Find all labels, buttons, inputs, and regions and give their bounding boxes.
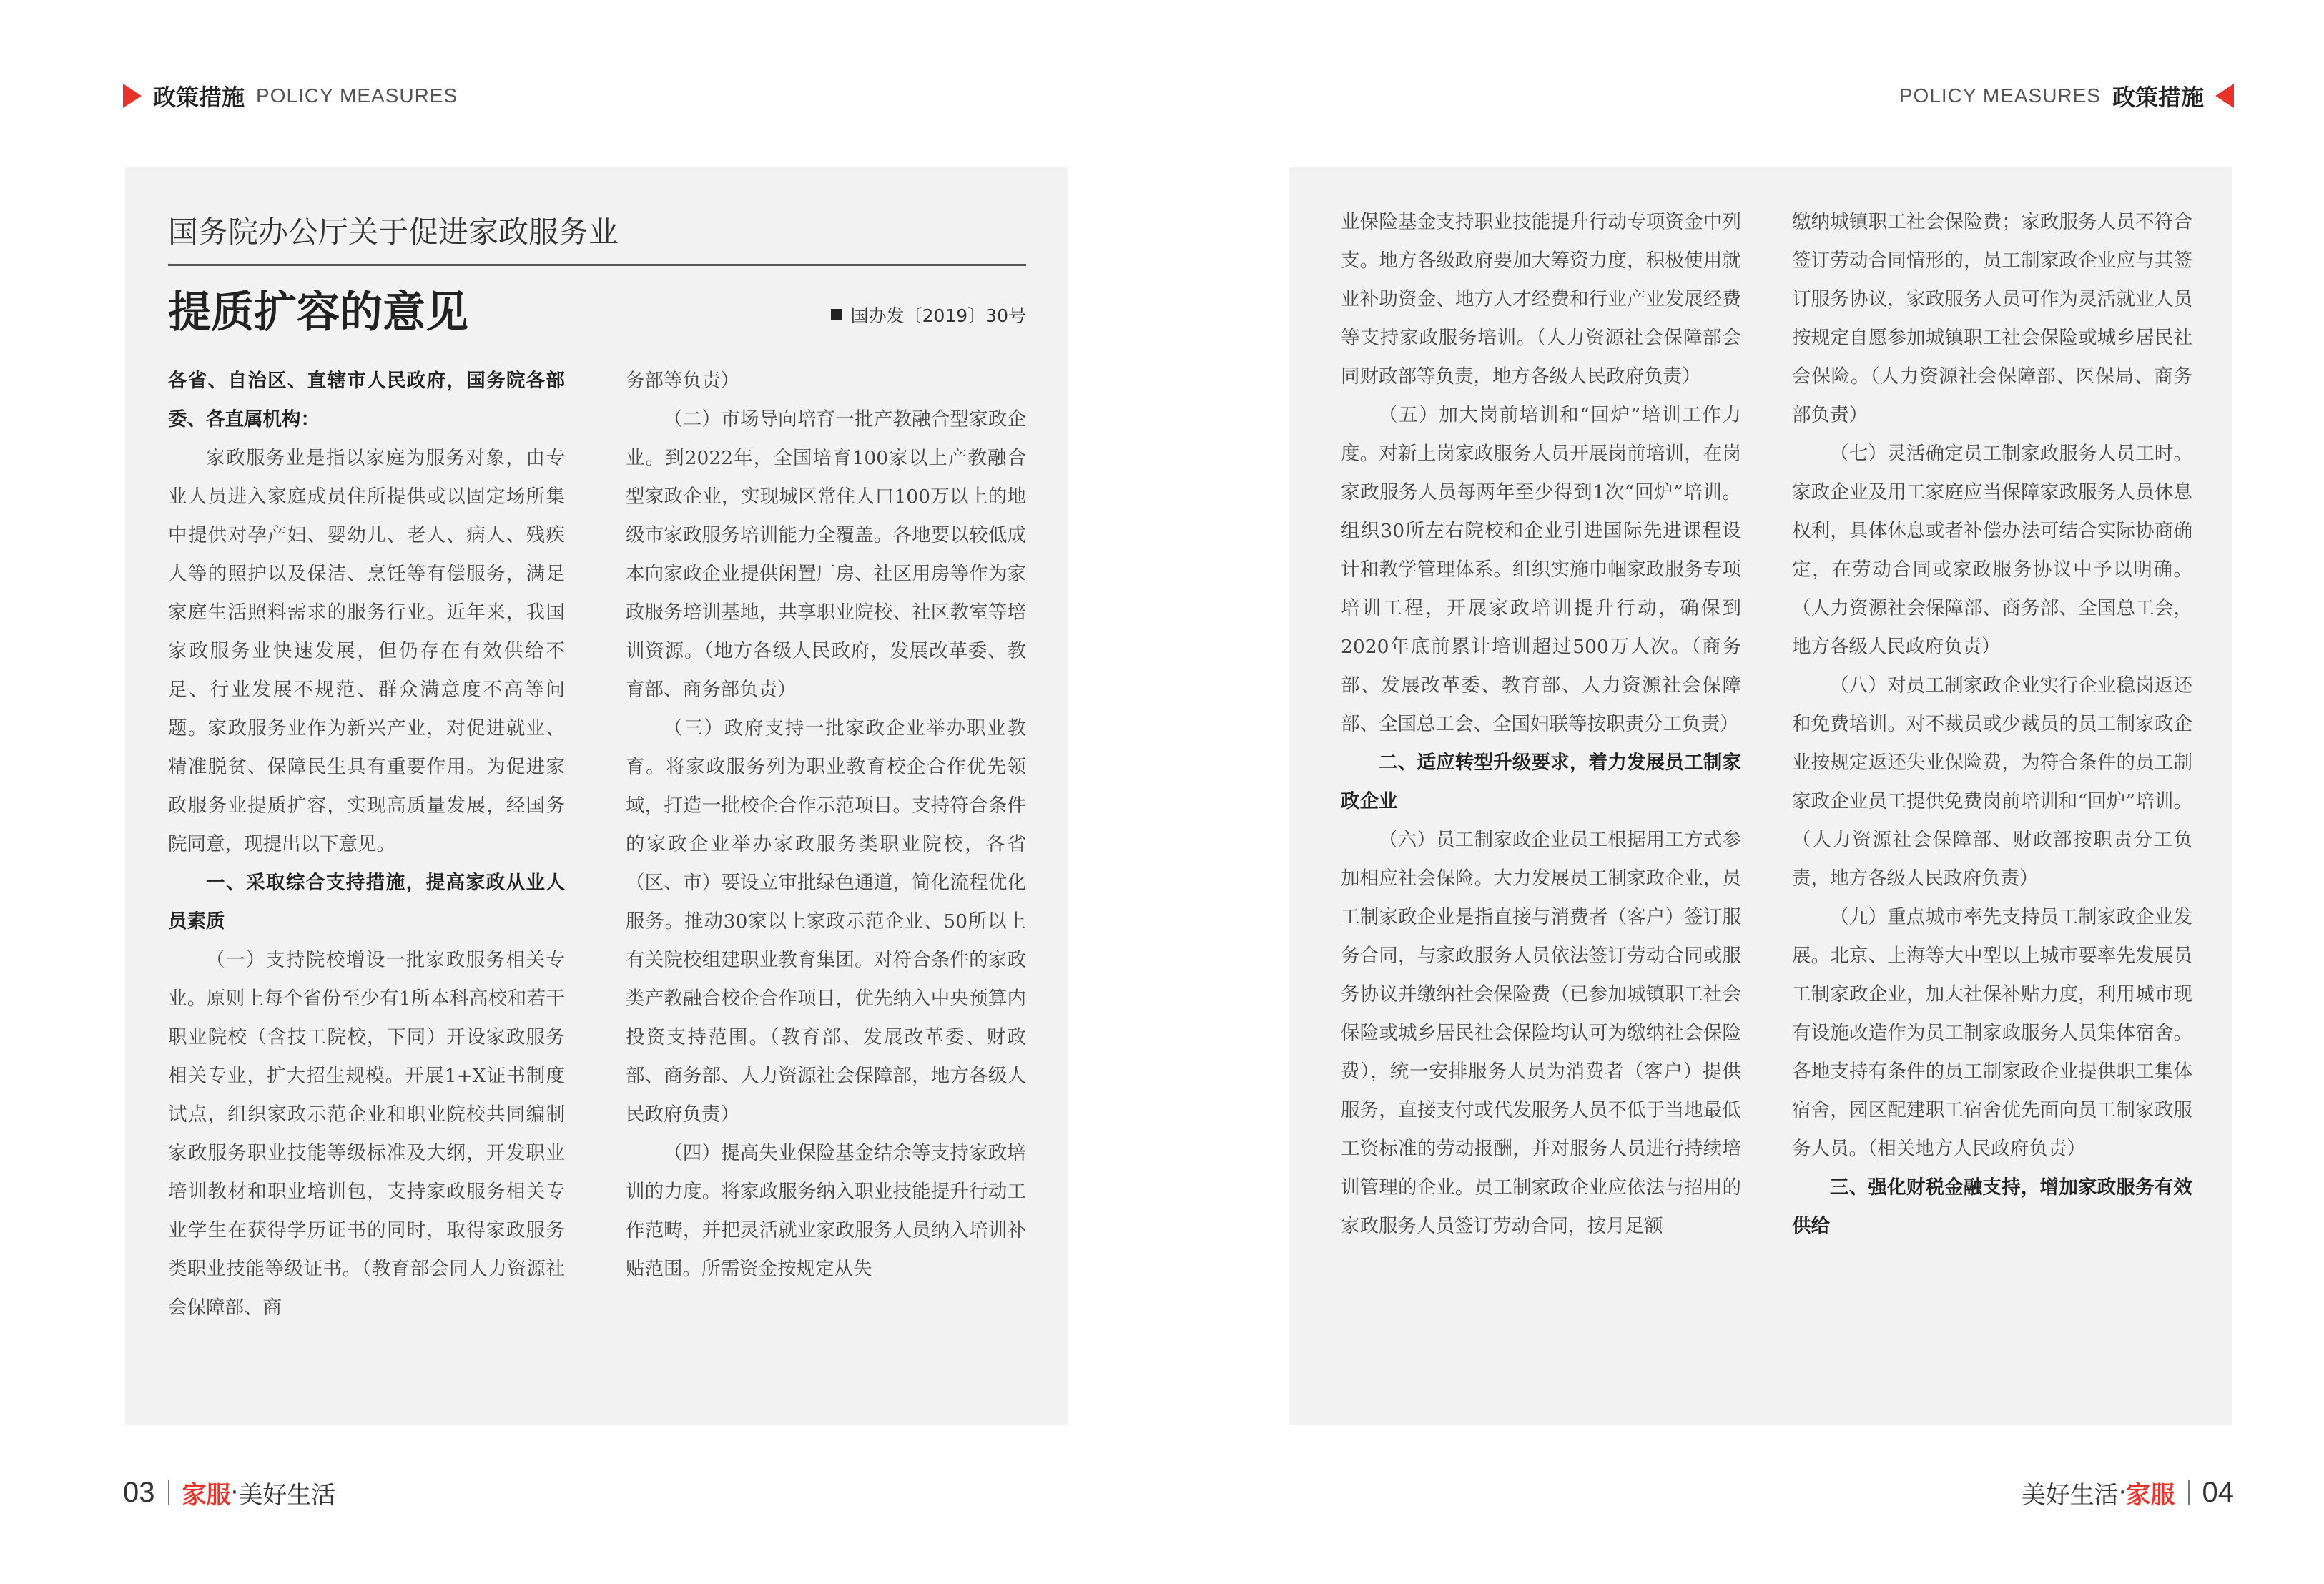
section-heading: 一、采取综合支持措施，提高家政从业人员素质: [168, 872, 565, 933]
paragraph-continued: 缴纳城镇职工社会保险费；家政服务人员不符合签订劳动合同情形的，员工制家政企业应与其签订服务协议，家政服务人员可作为灵活就业人员按规定自愿参加城镇职工社会保险或城乡居民社会保险。（人力资源社会保障部、医保局、商务部负责）: [1792, 211, 2192, 426]
square-bullet-icon: [831, 309, 842, 320]
section-title-cn: 政策措施: [2112, 84, 2204, 111]
section-title-en: POLICY MEASURES: [1899, 84, 2101, 107]
text-column-left-1: [168, 362, 565, 1327]
section-title-cn: 政策措施: [153, 84, 245, 111]
paragraph: （八）对员工制家政企业实行企业稳岗返还和免费培训。对不裁员或少裁员的员工制家政企业按规定返还失业保险费，为符合条件的员工制家政企业员工提供免费岗前培训和“回炉”培训。（人力资源社会保障部、财政部按职责分工负责，地方各级人民政府负责）: [1792, 674, 2192, 890]
triangle-right-icon: [123, 84, 142, 108]
footer-brand: 家服: [2126, 1480, 2175, 1510]
footer-divider: [168, 1480, 169, 1505]
document-title-line1: 国务院办公厅关于促进家政服务业: [168, 215, 619, 250]
text-column-right-1: [1341, 203, 1741, 1246]
section-heading: 二、适应转型升级要求，着力发展员工制家政企业: [1341, 752, 1741, 812]
footer-brand: 家服: [182, 1480, 231, 1510]
footer-slogan: 美好生活: [2021, 1480, 2119, 1510]
triangle-left-icon: [2215, 84, 2234, 108]
paragraph: （二）市场导向培育一批产教融合型家政企业。到2022年，全国培育100家以上产教融合型家政企业，实现城区常住人口100万以上的地级市家政服务培训能力全覆盖。各地要以较低成本向家政企业提供闲置厂房、社区用房等作为家政服务培训基地，共享职业院校、社区教室等培训资源。（地方各级人民政府，发展改革委、教育部、商务部负责）: [626, 408, 1026, 701]
document-number: [831, 302, 1026, 328]
page-panel-left: [125, 167, 1068, 1425]
text-column-right-2: [1792, 203, 2192, 1246]
document-number-text: 国办发〔2019〕30号: [850, 305, 1026, 326]
page-number: 03: [123, 1476, 155, 1508]
page-panel-right: [1289, 167, 2232, 1425]
paragraph: （三）政府支持一批家政企业举办职业教育。将家政服务列为职业教育校企合作优先领域，打造一批校企合作示范项目。支持符合条件的家政企业举办家政服务类职业院校，各省（区、市）要设立审批绿色通道，简化流程优化服务。推动30家以上家政示范企业、50所以上有关院校组建职业教育集团。对符合条件的家政类产教融合校企合作项目，优先纳入中央预算内投资支持范围。（教育部、发展改革委、财政部、商务部、人力资源社会保障部，地方各级人民政府负责）: [626, 717, 1026, 1126]
paragraph: （九）重点城市率先支持员工制家政企业发展。北京、上海等大中型以上城市要率先发展员工制家政企业，加大社保补贴力度，利用城市现有设施改造作为员工制家政服务人员集体宿舍。各地支持有条件的员工制家政企业提供职工集体宿舍，园区配建职工宿舍优先面向员工制家政服务人员。（相关地方人民政府负责）: [1792, 906, 2192, 1160]
title-divider: [168, 264, 1026, 266]
paragraph: 家政服务业是指以家庭为服务对象，由专业人员进入家庭成员住所提供或以固定场所集中提供对孕产妇、婴幼儿、老人、病人、残疾人等的照护以及保洁、烹饪等有偿服务，满足家庭生活照料需求的服务行业。近年来，我国家政服务业快速发展，但仍存在有效供给不足、行业发展不规范、群众满意度不高等问题。家政服务业作为新兴产业，对促进就业、精准脱贫、保障民生具有重要作用。为促进家政服务业提质扩容，实现高质量发展，经国务院同意，现提出以下意见。: [168, 447, 565, 855]
footer-left: [123, 1475, 335, 1510]
paragraph: （七）灵活确定员工制家政服务人员工时。家政企业及用工家庭应当保障家政服务人员休息权利，具体休息或者补偿办法可结合实际协商确定，在劳动合同或家政服务协议中予以明确。（人力资源社会保障部、商务部、全国总工会，地方各级人民政府负责）: [1792, 443, 2192, 658]
footer-right: [2022, 1475, 2234, 1510]
section-header-right: [1899, 77, 2234, 114]
paragraph: （一）支持院校增设一批家政服务相关专业。原则上每个省份至少有1所本科高校和若干职业院校（含技工院校，下同）开设家政服务相关专业，扩大招生规模。开展1+X证书制度试点，组织家政示范企业和职业院校共同编制家政服务职业技能等级标准及大纲，开发职业培训教材和职业培训包，支持家政服务相关专业学生在获得学历证书的同时，取得家政服务类职业技能等级证书。（教育部会同人力资源社会保障部、商: [168, 949, 565, 1319]
paragraph: （四）提高失业保险基金结余等支持家政培训的力度。将家政服务纳入职业技能提升行动工作范畴，并把灵活就业家政服务人员纳入培训补贴范围。所需资金按规定从失: [626, 1142, 1026, 1280]
footer-separator: ·: [230, 1478, 239, 1507]
document-title-line2: 提质扩容的意见: [168, 287, 468, 338]
page-number: 04: [2202, 1476, 2234, 1508]
paragraph-continued: 业保险基金支持职业技能提升行动专项资金中列支。地方各级政府要加大筹资力度，积极使用就业补助资金、地方人才经费和行业产业发展经费等支持家政服务培训。（人力资源社会保障部会同财政部等负责，地方各级人民政府负责）: [1341, 211, 1741, 388]
footer-separator: ·: [2118, 1478, 2127, 1507]
paragraph: （六）员工制家政企业员工根据用工方式参加相应社会保险。大力发展员工制家政企业，员工制家政企业是指直接与消费者（客户）签订服务合同，与家政服务人员依法签订劳动合同或服务协议并缴纳社会保险费（已参加城镇职工社会保险或城乡居民社会保险均认可为缴纳社会保险费），统一安排服务人员为消费者（客户）提供服务，直接支付或代发服务人员不低于当地最低工资标准的劳动报酬，并对服务人员进行持续培训管理的企业。员工制家政企业应依法与招用的家政服务人员签订劳动合同，按月足额: [1341, 829, 1741, 1237]
paragraph: （五）加大岗前培训和“回炉”培训工作力度。对新上岗家政服务人员开展岗前培训，在岗家政服务人员每两年至少得到1次“回炉”培训。组织30所左右院校和企业引进国际先进课程设计和教学管理体系。组织实施巾帼家政服务专项培训工程，开展家政培训提升行动，确保到2020年底前累计培训超过500万人次。（商务部、发展改革委、教育部、人力资源社会保障部、全国总工会、全国妇联等按职责分工负责）: [1341, 404, 1741, 735]
section-header-left: [123, 77, 458, 114]
salutation: 各省、自治区、直辖市人民政府，国务院各部委、各直属机构：: [168, 370, 565, 431]
text-column-left-2: [626, 362, 1026, 1289]
paragraph-continued: 务部等负责）: [626, 370, 739, 392]
footer-divider: [2188, 1480, 2190, 1505]
section-title-en: POLICY MEASURES: [256, 84, 458, 107]
footer-slogan: 美好生活: [238, 1480, 336, 1510]
section-heading: 三、强化财税金融支持，增加家政服务有效供给: [1792, 1176, 2192, 1237]
